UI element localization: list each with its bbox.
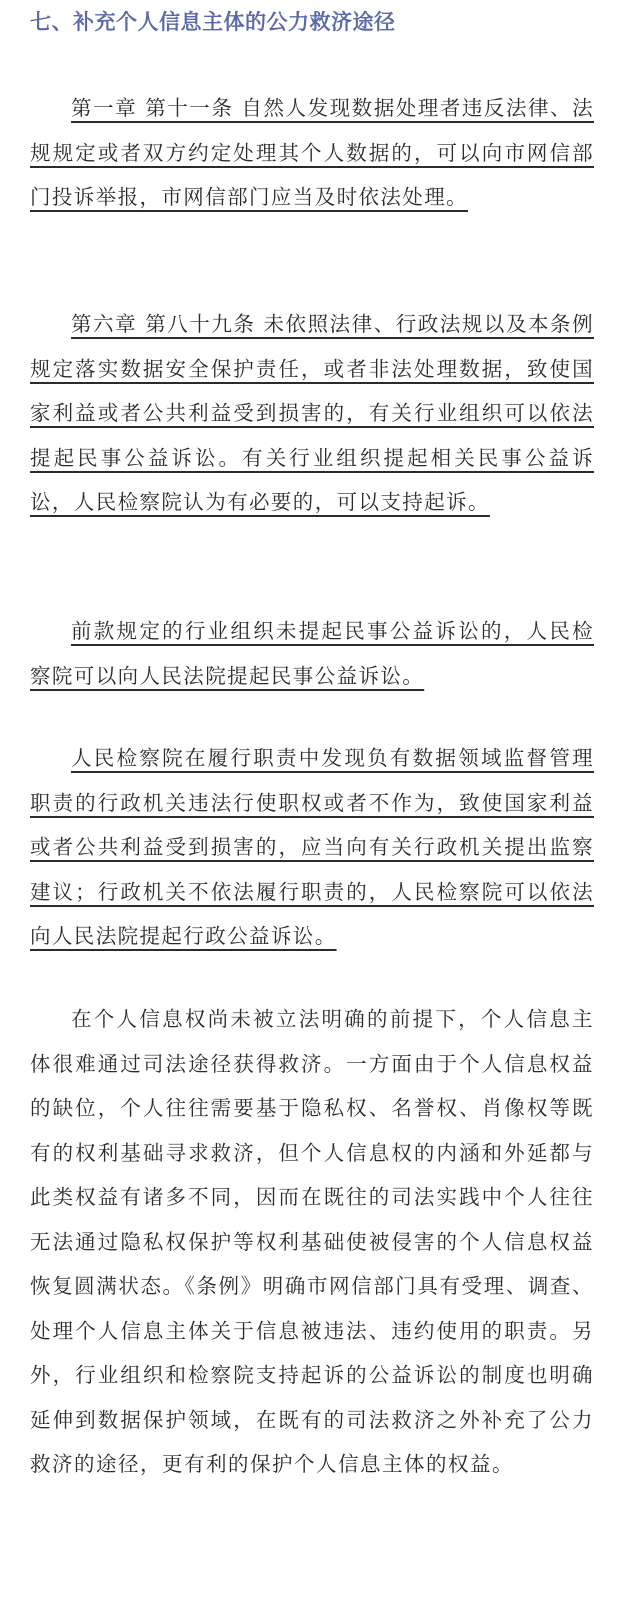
regulation-paragraph-civil-litigation [30, 609, 594, 698]
regulation-paragraph-article-11 [30, 86, 594, 220]
paragraph-text: 人民检察院在履行职责中发现负有数据领域监督管理职责的行政机关违法行使职权或者不作为，致使国家利益或者公共利益受到损害的，应当向有关行政机关提出监察建议；行政机关不依法履行职责的，人民检察院可以依法向人民法院提起行政公益诉讼。 [30, 746, 594, 948]
regulation-paragraph-article-89 [30, 302, 594, 525]
paragraph-text: 在个人信息权尚未被立法明确的前提下，个人信息主体很难通过司法途径获得救济。一方面由于个人信息权益的缺位，个人往往需要基于隐私权、名誉权、肖像权等既有的权利基础寻求救济，但个人信息权的内涵和外延都与此类权益有诸多不同，因而在既往的司法实践中个人往往无法通过隐私权保护等权利基础使被侵害的个人信息权益恢复圆满状态。《条例》明确市网信部门具有受理、调查、处理个人信息主体关于信息被违法、违约使用的职责。另外，行业组织和检察院支持起诉的公益诉讼的制度也明确延伸到数据保护领域，在既有的司法救济之外补充了公力救济的途径，更有利的保护个人信息主体的权益。 [30, 1007, 594, 1476]
regulation-paragraph-administrative-litigation [30, 736, 594, 959]
paragraph-text: 第六章 第八十九条 未依照法律、行政法规以及本条例规定落实数据安全保护责任，或者非法处理数据，致使国家利益或者公共利益受到损害的，有关行业组织可以依法提起民事公益诉讼。有关行业组织提起相关民事公益诉讼，人民检察院认为有必要的，可以支持起诉。 [30, 312, 594, 514]
section-heading: 七、补充个人信息主体的公力救济途径 [30, 10, 396, 34]
paragraph-text: 第一章 第十一条 自然人发现数据处理者违反法律、法规规定或者双方约定处理其个人数据的，可以向市网信部门投诉举报，市网信部门应当及时依法处理。 [30, 96, 594, 209]
paragraph-text: 前款规定的行业组织未提起民事公益诉讼的，人民检察院可以向人民法院提起民事公益诉讼。 [30, 619, 594, 688]
commentary-paragraph [30, 997, 594, 1487]
